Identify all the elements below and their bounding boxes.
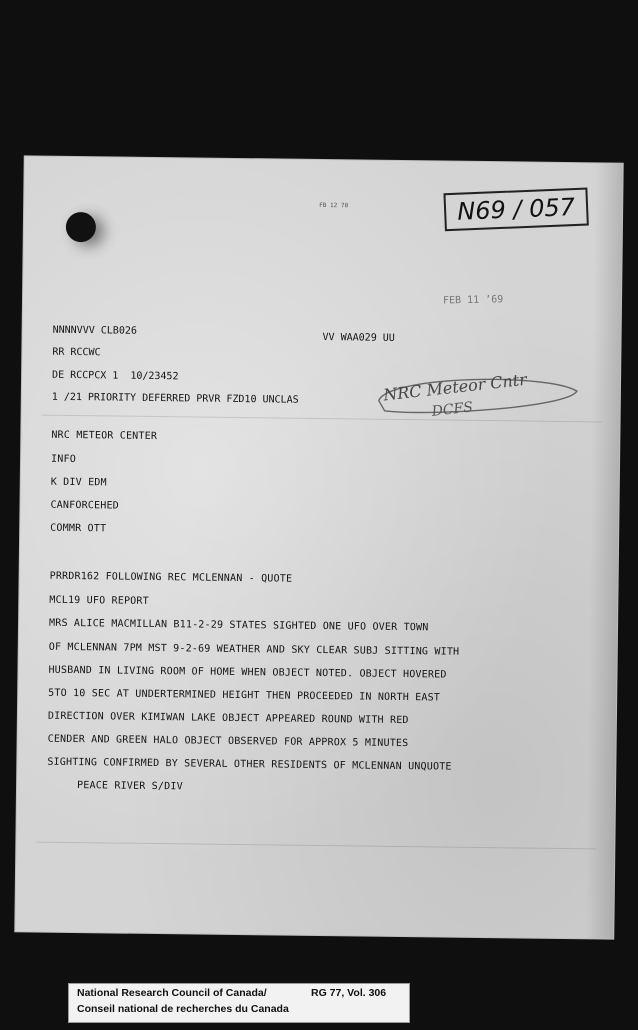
header-line-3: DE RCCPCX 1 10/23452 — [52, 369, 179, 383]
punch-hole — [66, 212, 96, 242]
body-line: HUSBAND IN LIVING ROOM OF HOME WHEN OBJECT NOTED. OBJECT HOVERED — [48, 664, 447, 681]
address-line: CANFORCEHED — [50, 499, 119, 512]
annotation-text-2: DCFS — [430, 399, 474, 420]
caption-org-fr: Conseil national de recherches du Canada — [77, 1003, 289, 1015]
file-number-box: N69 / 057 — [443, 188, 588, 232]
address-line: COMMR OTT — [50, 522, 107, 535]
body-line: MCL19 UFO REPORT — [49, 594, 149, 607]
header-line-1-right: VV WAA029 UU — [322, 332, 395, 344]
body-line: DIRECTION OVER KIMIWAN LAKE OBJECT APPEARED ROUND WITH RED — [47, 710, 409, 727]
header-line-1: NNNNVVV CLB026 — [52, 324, 137, 337]
archive-caption — [68, 983, 410, 1023]
body-line: 5TO 10 SEC AT UNDERTERMINED HEIGHT THEN PROCEEDED IN NORTH EAST — [48, 687, 441, 704]
caption-org-en: National Research Council of Canada/ — [77, 987, 267, 999]
body-line: CENDER AND GREEN HALO OBJECT OBSERVED FOR APPROX 5 MINUTES — [47, 733, 409, 750]
date-stamp: FB 12 70 — [319, 201, 349, 210]
body-line: PRRDR162 FOLLOWING REC MCLENNAN - QUOTE — [49, 570, 293, 585]
received-stamp: FEB 11 ’69 — [442, 294, 504, 307]
header-line-4: 1 /21 PRIORITY DEFERRED PRVR FZD10 UNCLAS — [51, 391, 299, 406]
annotation-text: NRC Meteor Cntr — [382, 369, 528, 405]
telex-document — [15, 156, 622, 938]
caption-reference: RG 77, Vol. 306 — [311, 987, 387, 999]
divider — [36, 842, 596, 850]
body-line: OF MCLENNAN 7PM MST 9-2-69 WEATHER AND SKY CLEAR SUBJ SITTING WITH — [48, 641, 460, 658]
address-line: NRC METEOR CENTER — [51, 429, 158, 443]
body-line: PEACE RIVER S/DIV — [77, 780, 183, 793]
header-line-2: RR RCCWC — [52, 346, 101, 359]
body-line: SIGHTING CONFIRMED BY SEVERAL OTHER RESIDENTS OF MCLENNAN UNQUOTE — [47, 756, 452, 773]
address-line: K DIV EDM — [50, 476, 107, 489]
body-line: MRS ALICE MACMILLAN B11-2-29 STATES SIGHTED ONE UFO OVER TOWN — [48, 617, 429, 634]
address-line: INFO — [50, 453, 77, 466]
handwritten-annotation — [366, 371, 587, 434]
